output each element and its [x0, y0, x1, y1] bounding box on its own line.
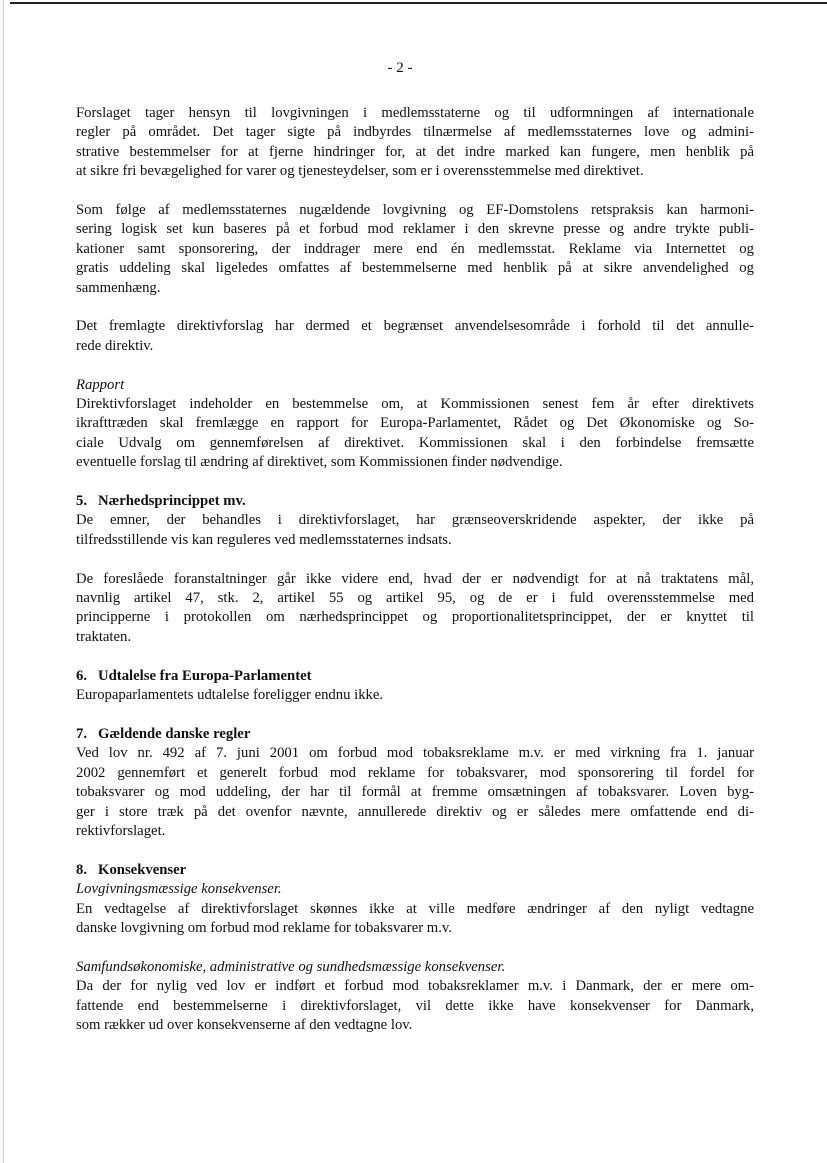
- text-line: principperne i protokollen om nærhedsprincippet og proportionalitetsprincippet, der er knyttet til: [76, 609, 754, 626]
- rapport-title: Rapport: [76, 376, 125, 393]
- text-line: Forslaget tager hensyn til lovgivningen i medlemsstaterne og til udformningen af internationale: [76, 105, 754, 121]
- text-line: Da der for nylig ved lov er indført et forbud mod tobaksreklamer m.v. i Danmark, der er mere om-: [76, 978, 754, 995]
- rapport-section: [76, 376, 754, 473]
- top-border-line: [10, 2, 827, 4]
- text-line: tobaksvarer og mod uddeling, der har til formål at fremme omsætningen af tobaksvarer. Loven byg-: [76, 784, 754, 801]
- text-line: traktaten.: [76, 628, 132, 645]
- text-line: at sikre fri bevægelighed for varer og tjenesteydelser, som er i overensstemmelse med direktivet.: [76, 163, 644, 180]
- text-line: regler på området. Det tager sigte på indbyrdes tilnærmelse af medlemsstaternes love og admini-: [76, 124, 754, 141]
- section-5-heading: 5. Nærhedsprincippet mv.: [76, 493, 246, 510]
- paragraph-harmonisation: [76, 201, 754, 298]
- text-line: gratis uddeling skal ligeledes omfattes af bestemmelserne med henblik på at sikre anvendelighed og: [76, 260, 754, 277]
- section-7: [76, 725, 754, 841]
- subsection-title: Samfundsøkonomiske, administrative og sundhedsmæssige konsekvenser.: [76, 958, 506, 975]
- text-line: Europaparlamentets udtalelse foreligger endnu ikke.: [76, 687, 384, 704]
- section-8: [76, 861, 754, 939]
- paragraph-scope: [76, 317, 754, 356]
- left-scan-edge: [3, 0, 4, 1163]
- section-5: [76, 492, 754, 550]
- text-line: danske lovgivning om forbud mod reklame for tobaksvarer m.v.: [76, 919, 452, 936]
- text-line: De foreslåede foranstaltninger går ikke videre end, hvad der er nødvendigt for at nå traktatens mål,: [76, 570, 754, 587]
- text-line: Det fremlagte direktivforslag har dermed et begrænset anvendelsesområde i forhold til det annulle-: [76, 318, 754, 335]
- text-line: rede direktiv.: [76, 337, 154, 354]
- text-line: som rækker ud over konsekvenserne af den vedtagne lov.: [76, 1016, 413, 1033]
- text-line: ger i store træk på det ovenfor nævnte, annullerede direktiv og er således mere omfattende end di-: [76, 803, 754, 820]
- text-line: sammenhæng.: [76, 279, 161, 296]
- text-line: sering logisk set kun baseres på et forbud mod reklamer i den skrevne presse og andre trykte publi-: [76, 221, 754, 238]
- text-line: En vedtagelse af direktivforslaget skønnes ikke at ville medføre ændringer af den nyligt vedtagne: [76, 900, 754, 917]
- text-line: Direktivforslaget indeholder en bestemmelse om, at Kommissionen senest fem år efter direktivets: [76, 396, 754, 413]
- text-line: eventuelle forslag til ændring af direktivet, som Kommissionen finder nødvendige.: [76, 454, 563, 471]
- section-6-heading: 6. Udtalelse fra Europa-Parlamentet: [76, 667, 312, 684]
- section-7-heading: 7. Gældende danske regler: [76, 725, 251, 742]
- section-8-heading: 8. Konsekvenser: [76, 861, 187, 878]
- text-line: ikrafttræden skal fremlægge en rapport for Europa-Parlamentet, Rådet og Det Økonomiske og So-: [76, 415, 754, 432]
- text-line: rektivforslaget.: [76, 822, 166, 839]
- page-number: - 2 -: [387, 60, 413, 76]
- paragraph-measures: [76, 570, 754, 648]
- section-6: [76, 667, 754, 706]
- text-line: De emner, der behandles i direktivforslaget, har grænseoverskridende aspekter, der ikke på: [76, 512, 754, 529]
- document-body: [76, 104, 754, 1055]
- text-line: Ved lov nr. 492 af 7. juni 2001 om forbud mod tobaksreklame m.v. er med virkning fra 1. januar: [76, 745, 754, 762]
- paragraph-intro: [76, 104, 754, 182]
- text-line: strative bestemmelser for at fjerne hindringer for, at det indre marked kan fungere, men henblik på: [76, 143, 754, 160]
- text-line: ciale Udvalg om gennemførelsen af direktivet. Kommissionen skal i den forbindelse fremsætte: [76, 434, 754, 451]
- section-8-consequences: [76, 958, 754, 1036]
- text-line: navnlig artikel 47, stk. 2, artikel 55 og artikel 95, og de er i fuld overensstemmelse med: [76, 590, 754, 607]
- text-line: 2002 gennemført et generelt forbud mod reklame for tobaksvarer, mod sponsorering til fordel for: [76, 764, 754, 781]
- text-line: kationer samt sponsorering, der inddrager mere end én medlemsstat. Reklame via Internettet og: [76, 240, 754, 257]
- text-line: fattende end bestemmelserne i direktivforslaget, vil dette ikke have konsekvenser for Danmark,: [76, 997, 754, 1014]
- text-line: Som følge af medlemsstaternes nugældende lovgivning og EF-Domstolens retspraksis kan harmoni-: [76, 202, 754, 219]
- text-line: tilfredsstillende vis kan reguleres ved medlemsstaternes indsats.: [76, 531, 452, 548]
- subsection-title: Lovgivningsmæssige konsekvenser.: [76, 881, 282, 898]
